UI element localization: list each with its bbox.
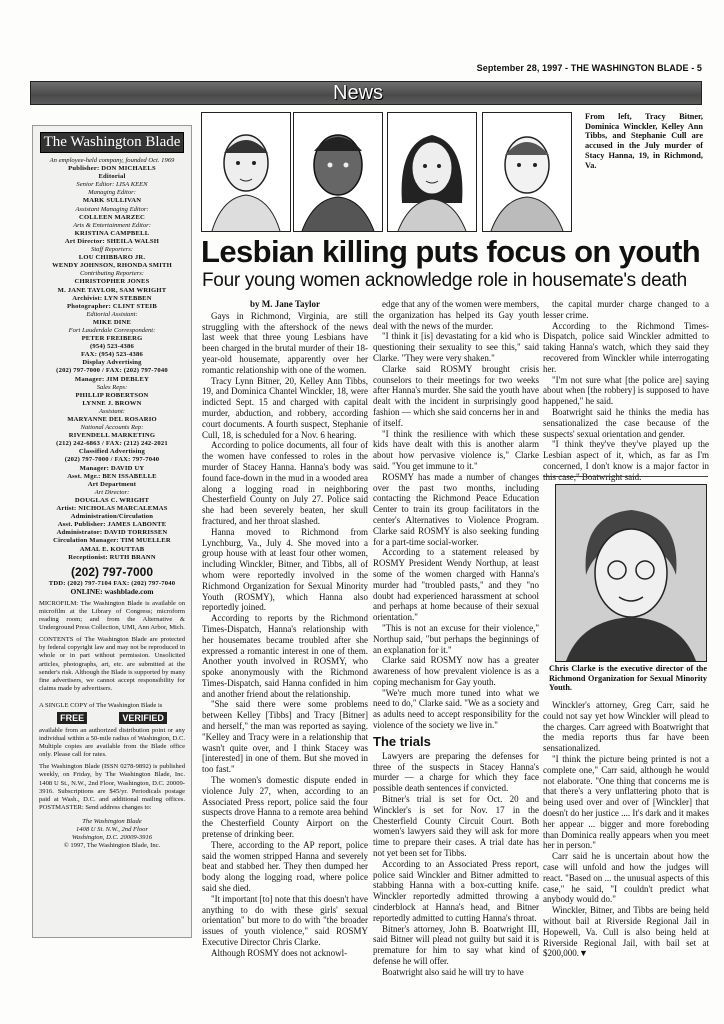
article-column-3-top — [543, 299, 709, 482]
article-paragraph: Bitner's trial is set for Oct. 20 and Winckler's is set for Nov. 17 in the Chesterfield County Circuit Court. Both women's lawyers said they will ask for more time to prepare their cases. A trial date has not yet been set for Tibbs. — [373, 794, 539, 859]
masthead-line: Manager: DAVID UY — [79, 464, 145, 472]
masthead-line: LOU CHIBBARO JR. — [78, 254, 146, 262]
address-line: The Washington Blade — [82, 817, 142, 825]
masthead-line: LYNNE J. BROWN — [82, 399, 142, 407]
article-headline: Lesbian killing puts focus on youth — [201, 234, 701, 269]
masthead-line: (212) 242-6863 / FAX: (212) 242-2021 — [56, 440, 168, 448]
article-paragraph: "We're much more tuned into what we need to do," Clarke said. "We as a society and as adults need to accept responsibility for the violence of the society we live in." — [373, 687, 539, 731]
article-paragraph: According to a statement released by ROSMY President Wendy Northup, at least some of the women charged with Hanna's murder had "troubled pasts," and they "no doubt had experienced harassment at school and perhaps at home because of their sexual orientation." — [373, 547, 539, 623]
address-line: Washington, D.C. 20009-3916 — [71, 834, 153, 842]
article-paragraph: According to reports by the Richmond Times-Dispatch, Hanna's relationship with her housemates became troubled after she expressed a romantic interest in one of them. Another youth involved in ROSMY, who spoke anonymously with the Richmond Times-Dispatch, said Hanna confided in him and another friend about the relationship. — [202, 613, 368, 699]
main-phone: (202) 797-7000 — [70, 564, 154, 579]
masthead-line: Receptionist: RUTH BRANN — [68, 553, 156, 561]
masthead-line: Photographer: CLINT STEIB — [67, 302, 157, 310]
article-paragraph: the capital murder charge changed to a lesser crime. — [543, 299, 709, 320]
masthead-line: Administrator: DAVID TORRISSEN — [56, 529, 168, 537]
masthead-line: Display Advertising — [82, 359, 142, 367]
masthead-line: COLLEEN MARZEC — [79, 213, 145, 221]
contents-notice: CONTENTS of The Washington Blade are protected by federal copyright law and may not be reproduced in whole or in part without permission. Unsolicited articles, photographs, art, etc. are submitted at the sender's risk. Although the Blade is supported by many fine advertisers, we cannot accept responsibility for claims made by advertisers. — [39, 636, 185, 692]
masthead-line: Sales Reps: — [96, 383, 128, 391]
masthead-staff-list — [33, 157, 191, 562]
masthead-line: MARK SULLIVAN — [82, 197, 142, 205]
article-column-1 — [202, 299, 368, 959]
badges — [33, 710, 191, 726]
masthead-box — [32, 125, 192, 938]
page-dateline: September 28, 1997 - THE WASHINGTON BLADE - 5 — [476, 63, 702, 73]
masthead-line: (202) 797-7000 / FAX: 797-7040 — [64, 456, 160, 464]
article-paragraph: "I think they've they've played up the Lesbian aspect of it, which, as far as I'm concerned, I don't know is a major factor in this case," Boatwright said. — [543, 439, 709, 482]
masthead-line: WENDY JOHNSON, RHONDA SMITH — [52, 262, 172, 270]
article-paragraph: Winckler, Bitner, and Tibbs are being held without bail at Riverside Regional Jail in Hopewell, Va. Cull is also being held at Riverside Regional Jail, with bail set at $200,000.▼ — [543, 905, 709, 959]
suspects-photo-caption: From left, Tracy Bitner, Dominica Winckler, Kelley Ann Tibbs, and Stephanie Cull are accused in the July murder of Stacy Hanna, 19, in Richmond, Va. — [585, 112, 703, 170]
article-column-3-bottom — [543, 700, 709, 975]
masthead-line: KRISTINA CAMPBELL — [74, 229, 150, 237]
masthead-line: Manager: JIM DEBLEY — [74, 375, 150, 383]
article-paragraph: According to police documents, all four of the women have confessed to roles in the murder of Stacey Hanna. Hanna's body was found face-down in the mud in a wooded area along a logging road in neighboring Chesterfield County on July 27. Police said she had been severely beaten, her skull fractured, and her throat slashed. — [202, 440, 368, 526]
suspect-photo-1 — [201, 112, 291, 232]
article-paragraph: Tracy Lynn Bitner, 20, Kelley Ann Tibbs, 19, and Dominica Chantel Winckler, 18, were indicted Sept. 15 and charged with capital murder, abduction, and robbery, according court documents. A fourth suspect, Stephanie Cull, 18, is scheduled for a Nov. 6 hearing. — [202, 375, 368, 440]
article-paragraph: Carr said he is uncertain about how the case will unfold and how the judges will react. "Based on ... the unusual aspects of this case," he said, "I couldn't predict what anybody would do." — [543, 851, 709, 905]
article-column-2 — [373, 299, 539, 977]
masthead-line: Art Director: SHEILA WALSH — [64, 237, 160, 245]
online-address: ONLINE: washblade.com — [70, 586, 154, 596]
masthead-line: Arts & Entertainment Editor: — [73, 221, 151, 229]
masthead-line: Classified Advertising — [78, 448, 146, 456]
article-paragraph: ROSMY has made a number of changes over the past two months, including contacting the Richmond Peace Education Center to train its group facilitators in the center's Alternatives to Violence Program. Clarke said ROSMY is also seeking funding for a part-time social-worker. — [373, 471, 539, 547]
masthead-line: An employee-held company, founded Oct. 1969 — [49, 157, 175, 164]
masthead-line: DOUGLAS C. WRIGHT — [74, 496, 150, 504]
masthead-line: Publisher: DON MICHAELS — [68, 165, 156, 173]
clarke-photo — [555, 484, 707, 662]
masthead-line: RIVENDELL MARKETING — [68, 432, 156, 440]
masthead-line: AMAL E. KOUTTAB — [79, 545, 145, 553]
section-heading-trials: The trials — [373, 733, 431, 749]
divider — [543, 476, 708, 477]
issn-notice: The Washington Blade (ISSN 0278-9892) is published weekly, on Friday, by The Washington Blade, Inc. 1408 U St., N.W., 2nd Floor, Washington, D.C. 20009-3916. Subscriptions are $45/yr. Periodicals postage paid at Wash., D.C. and additional mailing offices. POSTMASTER: Send address changes to: — [39, 763, 185, 811]
masthead-line: CHRISTOPHER JONES — [74, 278, 150, 286]
mailing-address — [33, 818, 191, 842]
article-paragraph: Although ROSMY does not acknowl- — [211, 947, 348, 958]
masthead-line: Editorial — [98, 173, 126, 181]
masthead-line: M. JANE TAYLOR, SAM WRIGHT — [57, 286, 167, 294]
article-paragraph: Clarke said ROSMY now has a greater awareness of how prevalent violence is as a coping mechanism for Gay youth. — [373, 655, 539, 687]
article-paragraph: edge that any of the women were members, the organization has helped its Gay youth deal with the news of the murder. — [373, 299, 539, 331]
verified-badge: VERIFIED — [119, 712, 167, 724]
article-paragraph: According to the Richmond Times-Dispatch, police said Winckler admitted to taking Hanna's watch, which they said they recovered from Winckler while interrogating her. — [543, 320, 709, 374]
masthead-line: (202) 797-7000 / FAX: (202) 797-7040 — [56, 367, 168, 375]
masthead-line: Artist: NICHOLAS MARCALEMAS — [56, 505, 168, 513]
masthead-line: Archivist: LYN STEBBEN — [72, 294, 152, 302]
article-paragraph: "This is not an excuse for their violence," Northup said, "but perhaps the beginnings of an explanation for it." — [373, 622, 539, 655]
article-paragraph: Hanna moved to Richmond from Lynchburg, Va., July 4. She moved into a group house with at least four other women, including Winckler, Bitner, and Tibbs, all of whom were reportedly involved in the Richmond Organization for Sexual Minority Youth (ROSMY), which Hanna also reportedly joined. — [202, 526, 368, 613]
masthead-line: Managing Editor: — [88, 189, 136, 197]
article-paragraph: There, according to the AP report, police said the women stripped Hanna and severely beat and stabbed her. They then dumped her body along the logging road, where police said she died. — [202, 839, 368, 894]
article-paragraph: Winckler's attorney, Greg Carr, said he could not say yet how Winckler will plead to the charges. Carr agreed with Boatwright that the media reports thus far have been sensationalized. — [543, 700, 709, 754]
suspect-photo-4 — [482, 112, 572, 232]
section-banner — [30, 81, 702, 105]
microfilm-notice: MICROFILM: The Washington Blade is available on microfilm at the Library of Congress; microform reading room; and from the Alternative & Underground Press Collection, UMI, Ann Arbor, Mich. — [39, 599, 185, 632]
tdd-fax: TDD: (202) 797-7104 FAX: (202) 797-7040 — [48, 579, 176, 587]
masthead-line: Senior Editor: LISA KEEN — [76, 181, 148, 189]
article-paragraph: "I think it [is] devastating for a kid who is questioning their sexuality to see this," said Clarke. "They were very shaken." — [373, 331, 539, 363]
masthead-line: Art Director: — [94, 488, 130, 496]
article-paragraph: The women's domestic dispute ended in violence July 27, when, according to an Associated Press report, police said the four suspects drove Hanna to a remote area behind the Chesterfield County Airport on the pretense of drinking beer. — [202, 775, 368, 840]
article-paragraph: Boatwright said he thinks the media has sensationalized the case because of the suspects' sexual orientation and gender. — [543, 406, 709, 439]
suspect-photo-2 — [293, 112, 383, 232]
article-paragraph: "She said there were some problems between Kelley [Tibbs] and Tracy [Bitner] and herself," the man was reported as saying. "Kelley and Tracy were in a relationship that wasn't quite over, and I think Stacey was [interested] in one of them. But she moved in too fast." — [202, 699, 368, 775]
address-line: 1408 U St. N.W., 2nd Floor — [75, 826, 149, 834]
masthead-line: Assistant Managing Editor: — [75, 205, 149, 213]
article-paragraph: "I think the picture being printed is not a complete one," Carr said, although he would not elaborate. "One thing that concerns me is that there's a very unflattering photo that is being used over and over of [Winckler] that doesn't do her justice .... It's dark and it makes her appear ... bigger and more foreboding than Dominica really appears when you meet her in person." — [543, 753, 709, 851]
suspect-photo-3 — [387, 112, 477, 232]
masthead-line: Administration/Circulation — [70, 513, 154, 521]
masthead-line: (954) 523-4386 — [89, 343, 134, 351]
free-badge: FREE — [57, 712, 87, 724]
single-copy-notice: A SINGLE COPY of The Washington Blade is — [39, 701, 163, 709]
article-paragraph: According to an Associated Press report, police said Winckler and Bitner admitted to stabbing Hanna with a box-cutting knife. Winckler reportedly admitted throwing a cinderblock at Hanna's head, and Bitner reportedly admitted to cutting Hanna's throat. — [373, 858, 539, 923]
article-paragraph: Bitner's attorney, John B. Boatwright III, said Bitner will plead not guilty but said it is premature for him to say what kind of defense he will offer. — [373, 923, 539, 967]
masthead-line: Assistant: — [98, 407, 125, 415]
masthead-line: PHILLIP ROBERTSON — [75, 391, 149, 399]
masthead-line: Circulation Manager: TIM MUELLER — [53, 537, 171, 545]
masthead-line: MARYANNE DEL ROSARIO — [67, 416, 157, 423]
masthead-logo: The Washington Blade — [40, 132, 184, 153]
article-paragraph: "I think the resilience with which these kids have dealt with this is another alarm about how pervasive violence is," Clarke said. "You get immune to it." — [373, 428, 539, 471]
article-subhead: Four young women acknowledge role in housemate's death — [202, 270, 687, 291]
availability-notice: available from an authorized distribution point or any individual within a 50-mile radius of Washington, D.C. Multiple copies are available from the Blade office only. Please call for rates. — [39, 727, 185, 759]
article-paragraph: Gays in Richmond, Virginia, are still struggling with the aftershock of the news last week that three young Lesbians have been charged in the brutal murder of their 18-year-old housemate, apparently over her romantic relationship with one of the women. — [202, 310, 368, 375]
article-paragraph: Clarke said ROSMY brought crisis counselors to their meetings for two weeks after Hanna's murder. She said the youth have dealt with the incident in surprisingly good fashion — which she said concerns her in and of itself. — [373, 363, 539, 428]
clarke-photo-caption: Chris Clarke is the executive director of the Richmond Organization for Sexual Minority Youth. — [549, 664, 707, 693]
section-title: News — [333, 82, 384, 104]
masthead-line: Editorial Assistant: — [86, 310, 138, 318]
article-paragraph: Lawyers are preparing the defenses for three of the suspects in Stacey Hanna's murder — a charge for which they face possible death sentences if convicted. — [373, 750, 539, 794]
masthead-line: Asst. Publisher: JAMES LABONTE — [57, 521, 167, 529]
masthead-line: PETER FREIBERG — [81, 335, 143, 343]
byline: by M. Jane Taylor — [249, 299, 320, 309]
article-paragraph: "It important [to] note that this doesn't have anything to do with these girls' sexual orientation" but more to do with "the broader issues of youth violence," said ROSMY Executive Director Chris Clarke. — [202, 893, 369, 948]
masthead-line: MIKE DINE — [92, 318, 132, 326]
copyright: © 1997, The Washington Blade, Inc. — [63, 842, 161, 850]
masthead-line: Asst. Mgr.: BEN ISSABELLE — [67, 472, 157, 480]
masthead-line: National Accounts Rep: — [80, 424, 144, 432]
masthead-line: Contributing Reporters: — [80, 270, 144, 278]
masthead-line: Staff Reporters: — [91, 246, 133, 254]
article-paragraph: Boatwright also said he will try to have — [382, 966, 524, 977]
masthead-line: FAX: (954) 523-4386 — [81, 351, 143, 359]
article-paragraph: "I'm not sure what [the police are] saying about when [the robbery] is supposed to have happened," he said. — [543, 374, 709, 407]
masthead-line: Fort Lauderdale Correspondent: — [68, 326, 156, 334]
masthead-line: Art Department — [87, 480, 137, 488]
